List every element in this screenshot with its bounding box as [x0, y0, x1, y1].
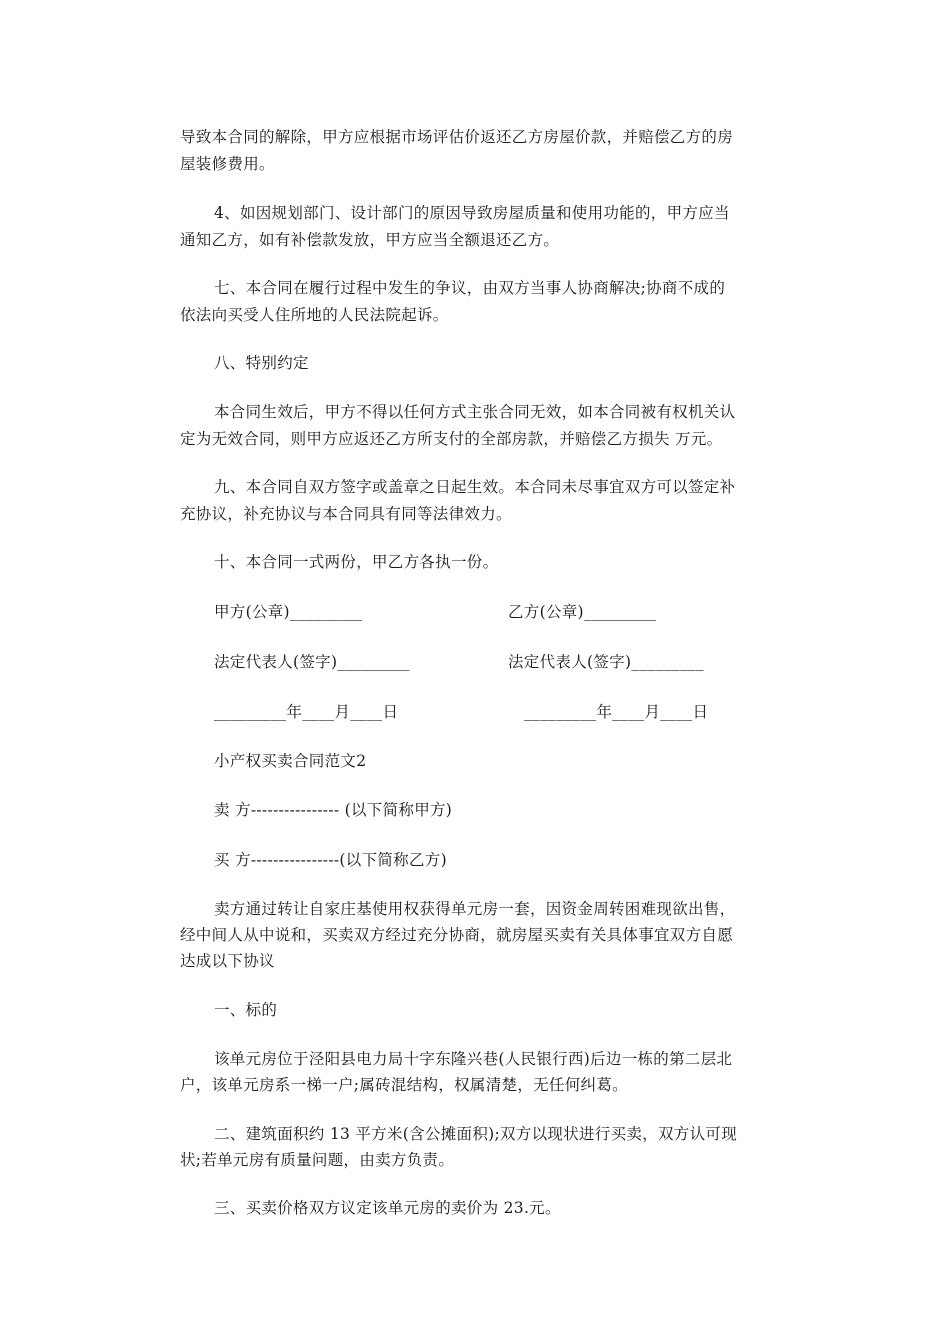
paragraph-line: 三、买卖价格双方议定该单元房的卖价为 23.元。	[214, 1199, 561, 1217]
paragraph-line: 导致本合同的解除，甲方应根据市场评估价返还乙方房屋价款，并赔偿乙方的房	[180, 128, 734, 146]
section-heading: 一、标的	[214, 1001, 278, 1019]
paragraph-line: 该单元房位于泾阳县电力局十字东隆兴巷(人民银行西)后边一栋的第二层北	[214, 1050, 733, 1068]
paragraph-line: 充协议，补充协议与本合同具有同等法律效力。	[180, 505, 512, 523]
paragraph-line: 屋装修费用。	[180, 155, 275, 173]
section-heading: 八、特别约定	[214, 354, 309, 372]
party-a-rep-field: 法定代表人(签字)_________	[214, 653, 410, 671]
party-b-rep-field: 法定代表人(签字)_________	[508, 653, 704, 671]
paragraph-line: 七、本合同在履行过程中发生的争议，由双方当事人协商解决;协商不成的	[214, 279, 726, 297]
paragraph-line: 二、建筑面积约 13 平方米(含公摊面积);双方以现状进行买卖，双方认可现	[214, 1125, 737, 1143]
paragraph-line: 户，该单元房系一梯一户;属砖混结构，权属清楚，无任何纠葛。	[180, 1076, 628, 1094]
paragraph-line: 定为无效合同，则甲方应返还乙方所支付的全部房款，并赔偿乙方损失 万元。	[180, 430, 723, 448]
paragraph-line: 4、如因规划部门、设计部门的原因导致房屋质量和使用功能的，甲方应当	[214, 204, 730, 222]
paragraph-line: 通知乙方，如有补偿款发放，甲方应当全额退还乙方。	[180, 231, 560, 249]
buyer-line: 买 方----------------(以下简称乙方)	[214, 851, 447, 869]
paragraph-line: 十、本合同一式两份，甲乙方各执一份。	[214, 553, 499, 571]
party-a-seal-field: 甲方(公章)_________	[214, 603, 363, 621]
paragraph-line: 依法向买受人住所地的人民法院起诉。	[180, 306, 449, 324]
paragraph-line: 九、本合同自双方签字或盖章之日起生效。本合同未尽事宜双方可以签定补	[214, 478, 736, 496]
party-b-seal-field: 乙方(公章)_________	[508, 603, 657, 621]
seller-line: 卖 方---------------- (以下简称甲方)	[214, 801, 453, 819]
paragraph-line: 达成以下协议	[180, 952, 275, 970]
paragraph-line: 经中间人从中说和，买卖双方经过充分协商，就房屋买卖有关具体事宜双方自愿	[180, 926, 734, 944]
section-title: 小产权买卖合同范文2	[214, 752, 367, 770]
party-b-date-field: _________年____月____日	[524, 703, 709, 721]
paragraph-line: 本合同生效后，甲方不得以任何方式主张合同无效，如本合同被有权机关认	[214, 403, 736, 421]
party-a-date-field: _________年____月____日	[214, 703, 399, 721]
paragraph-line: 卖方通过转让自家庄基使用权获得单元房一套，因资金周转困难现欲出售，	[214, 900, 736, 918]
paragraph-line: 状;若单元房有质量问题，由卖方负责。	[180, 1151, 455, 1169]
